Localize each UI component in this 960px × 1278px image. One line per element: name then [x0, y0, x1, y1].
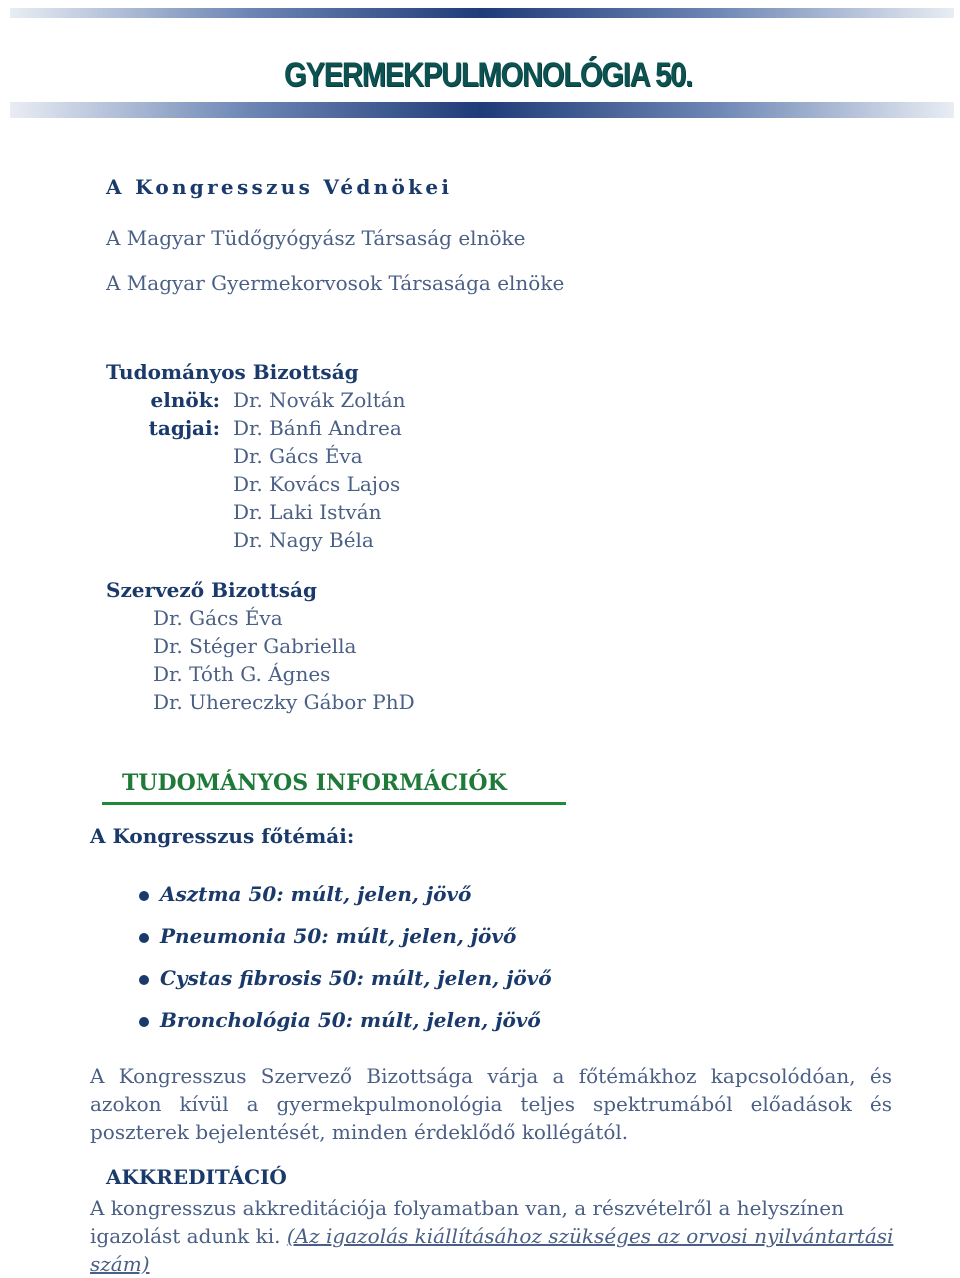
patron-line: A Magyar Tüdőgyógyász Társaság elnöke: [106, 226, 526, 250]
bullet-icon: [139, 975, 149, 985]
committee-member: Dr. Nagy Béla: [233, 528, 374, 552]
patron-line: A Magyar Gyermekorvosok Társasága elnöke: [106, 271, 565, 295]
committee-member: Dr. Kovács Lajos: [233, 472, 401, 496]
accreditation-heading: AKKREDITÁCIÓ: [106, 1165, 287, 1189]
committee-member: Dr. Laki István: [233, 500, 382, 524]
committee-member: Dr. Stéger Gabriella: [153, 634, 357, 658]
committee-member: Dr. Tóth G. Ágnes: [153, 662, 331, 686]
banner-title: GYERMEKPULMONOLÓGIA 50.: [284, 56, 692, 94]
scientific-committee-title: Tudományos Bizottság: [106, 360, 359, 384]
bullet-icon: [139, 933, 149, 943]
chair-label: elnök:: [150, 388, 220, 412]
members-label: tagjai:: [148, 416, 220, 440]
topic-item: Cystas fibrosis 50: múlt, jelen, jövő: [160, 966, 552, 990]
accreditation-note: (Az igazolás kiállításához szükséges az orvosi nyilvántartási szám): [90, 1224, 894, 1276]
committee-member: Dr. Bánfi Andrea: [233, 416, 402, 440]
committee-member: Dr. Uhereczky Gábor PhD: [153, 690, 415, 714]
topic-item: Asztma 50: múlt, jelen, jövő: [160, 882, 472, 906]
bullet-icon: [139, 1017, 149, 1027]
bullet-icon: [139, 891, 149, 901]
topic-item: Bronchológia 50: múlt, jelen, jövő: [160, 1008, 541, 1032]
committee-member: Dr. Gács Éva: [233, 444, 363, 468]
section-divider: [102, 802, 566, 805]
accreditation-body: A kongresszus akkreditációja folyamatban van, a részvételről a helyszínen igazolást adunk ki.: [90, 1196, 844, 1248]
patrons-title: A Kongresszus Védnökei: [106, 175, 453, 199]
committee-member: Dr. Novák Zoltán: [233, 388, 406, 412]
banner-bottom-bar: [10, 102, 954, 118]
topics-intro: A Kongresszus főtémái:: [90, 824, 355, 848]
accreditation-text: [90, 1194, 900, 1278]
call-for-abstracts-paragraph: A Kongresszus Szervező Bizottsága várja a főtémákhoz kapcsolódóan, és azokon kívül a gyermekpulmonológia teljes spektrumából előadások és poszterek bejelentését, minden érdeklődő kollégától.: [90, 1064, 892, 1144]
banner-top-bar: [10, 8, 954, 18]
topic-item: Pneumonia 50: múlt, jelen, jövő: [160, 924, 517, 948]
organizing-committee-title: Szervező Bizottság: [106, 578, 317, 602]
committee-member: Dr. Gács Éva: [153, 606, 283, 630]
scientific-info-heading: TUDOMÁNYOS INFORMÁCIÓK: [122, 770, 507, 796]
